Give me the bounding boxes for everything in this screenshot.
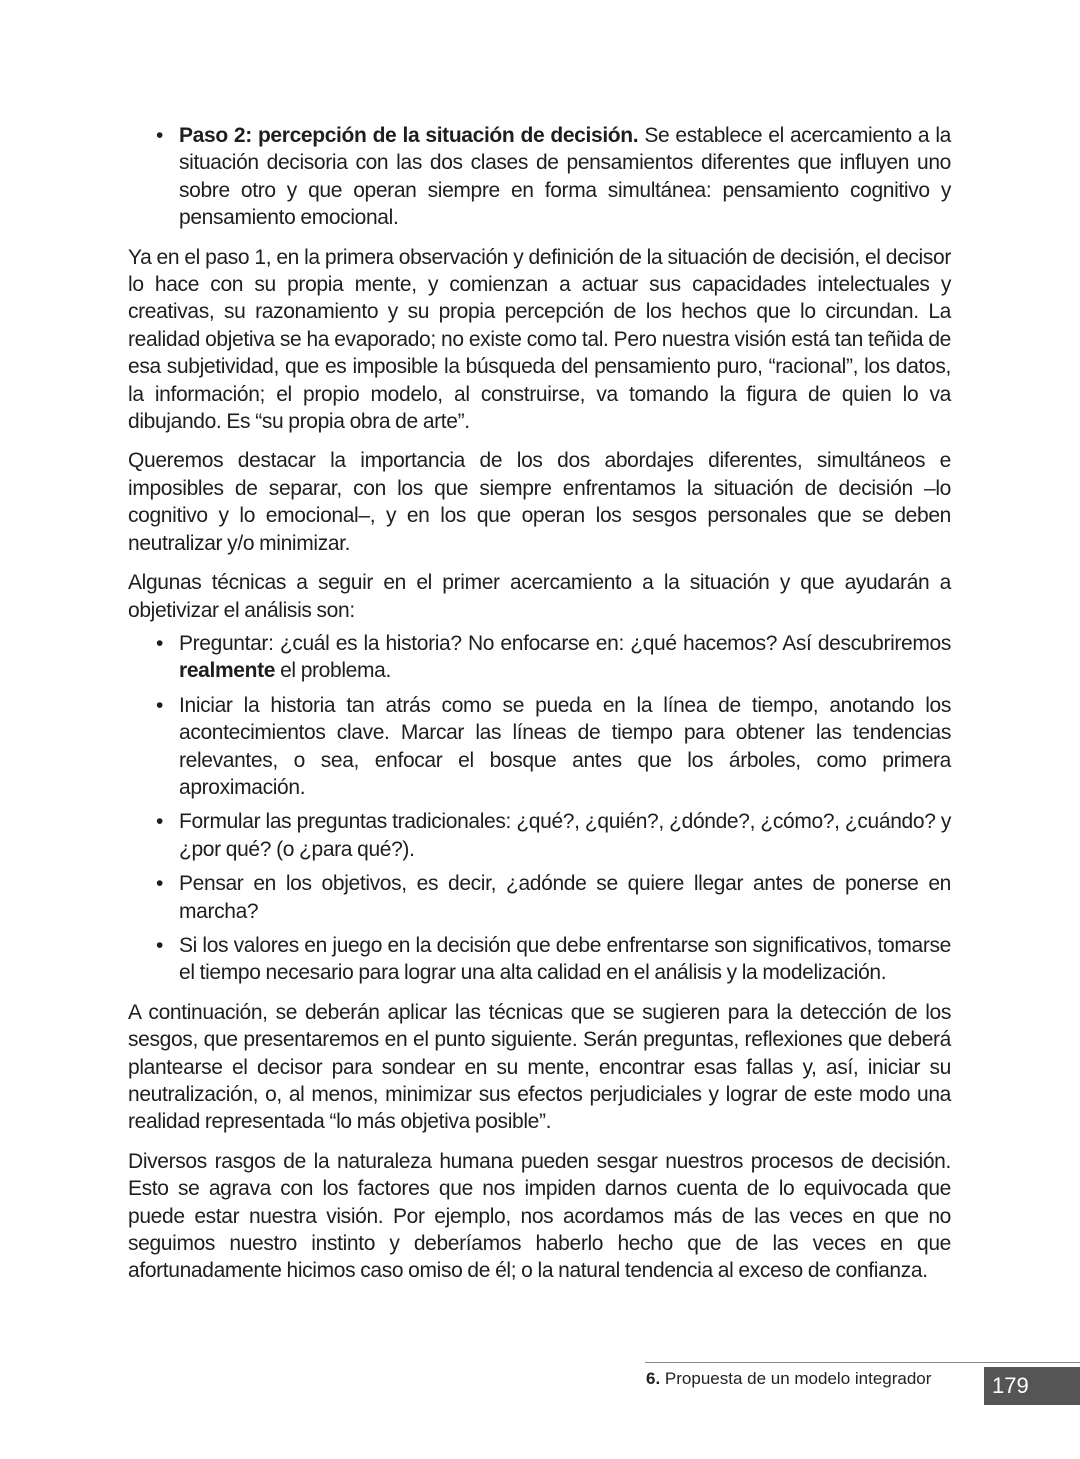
chapter-number: 6. (646, 1369, 661, 1388)
emphasis: realmente (179, 659, 276, 683)
page-number-box (984, 1367, 1080, 1405)
list-item-step-2 (128, 122, 951, 232)
paragraph-4: A continuación, se deberán aplicar las técnicas que se sugieren para la detección de los sesgos, que presentaremos en el punto siguiente. Serán preguntas, reflexiones que deberá plantearse el decisor para sondear en su mente, encontrar esas fallas y, así, iniciar su neutralización, o, al menos, minimizar sus efectos perjudiciales y lograr de este modo una realidad representada “lo más objetiva posible”. (128, 1000, 951, 1134)
page-number: 179 (992, 1373, 1029, 1398)
bullet-icon: • (156, 631, 164, 655)
list-item: • Si los valores en juego en la decisión que debe enfrentarse son significativos, tomarse el tiempo necesario para lograr una alta calidad en el análisis y la modelización. (156, 933, 951, 985)
step-2-heading: Paso 2: percepción de la situación de decisión. (179, 124, 639, 147)
bullet-icon: • (156, 872, 164, 896)
page-body (128, 122, 951, 1297)
paragraph-5: Diversos rasgos de la naturaleza humana pueden sesgar nuestros procesos de decisión. Esto se agrava con los factores que nos impiden darnos cuenta de lo equivocada que puede estar nuestra visión. Por ejemplo, nos acordamos más de las veces en que no seguimos nuestro instinto y deberíamos haberlo hecho que de las veces en que afortunadamente hicimos caso omiso de él; o la natural tendencia al exceso de confianza. (128, 1149, 951, 1283)
paragraph-3: Algunas técnicas a seguir en el primer acercamiento a la situación y que ayudarán a objetivizar el análisis son: (128, 571, 951, 622)
step-2-text: Se establece el acercamiento a la situación decisoria con las dos clases de pensamientos diferentes que influyen uno sobre otro y que operan siempre en forma simultánea: pensamiento cognitivo y pensamiento emocional. (179, 124, 951, 230)
chapter-title: Propuesta de un modelo integrador (660, 1369, 932, 1388)
bullet-icon: • (156, 810, 164, 834)
footer-divider (645, 1362, 1080, 1363)
step-list (128, 122, 951, 232)
running-footer (646, 1369, 931, 1389)
list-item: • Formular las preguntas tradicionales: ¿qué?, ¿quién?, ¿dónde?, ¿cómo?, ¿cuándo? y ¿por qué? (o ¿para qué?). (156, 810, 951, 861)
bullet-icon: • (156, 124, 164, 147)
list-item: • Preguntar: ¿cuál es la historia? No enfocarse en: ¿qué hacemos? Así descubriremos realmente el problema. (156, 631, 951, 683)
list-item: • Pensar en los objetivos, es decir, ¿adónde se quiere llegar antes de ponerse en marcha? (156, 872, 951, 923)
list-item: • Iniciar la historia tan atrás como se pueda en la línea de tiempo, anotando los acontecimientos clave. Marcar las líneas de tiempo para obtener las tendencias relevantes, o sea, enfocar el bosque antes que los árboles, como primera aproximación. (156, 693, 951, 799)
techniques-list (128, 630, 951, 987)
paragraph-2: Queremos destacar la importancia de los dos abordajes diferentes, simultáneos e imposibles de separar, con los que siempre enfrentamos la situación de decisión –lo cognitivo y lo emocional–, y en los que operan los sesgos personales que se deben neutralizar y/o minimizar. (128, 449, 951, 555)
bullet-icon: • (156, 693, 164, 717)
bullet-icon: • (156, 933, 164, 957)
paragraph-1: Ya en el paso 1, en la primera observación y definición de la situación de decisión, el decisor lo hace con su propia mente, y comienzan a actuar sus capacidades intelectuales y creativas, su razonamiento y su propia percepción de los hechos que lo circundan. La realidad objetiva se ha evaporado; no existe como tal. Pero nuestra visión está tan teñida de esa subjetividad, que es imposible la búsqueda del pensamiento puro, “racional”, los datos, la información; el propio modelo, al construirse, va tomando la figura de quien lo va dibujando. Es “su propia obra de arte”. (128, 245, 951, 434)
